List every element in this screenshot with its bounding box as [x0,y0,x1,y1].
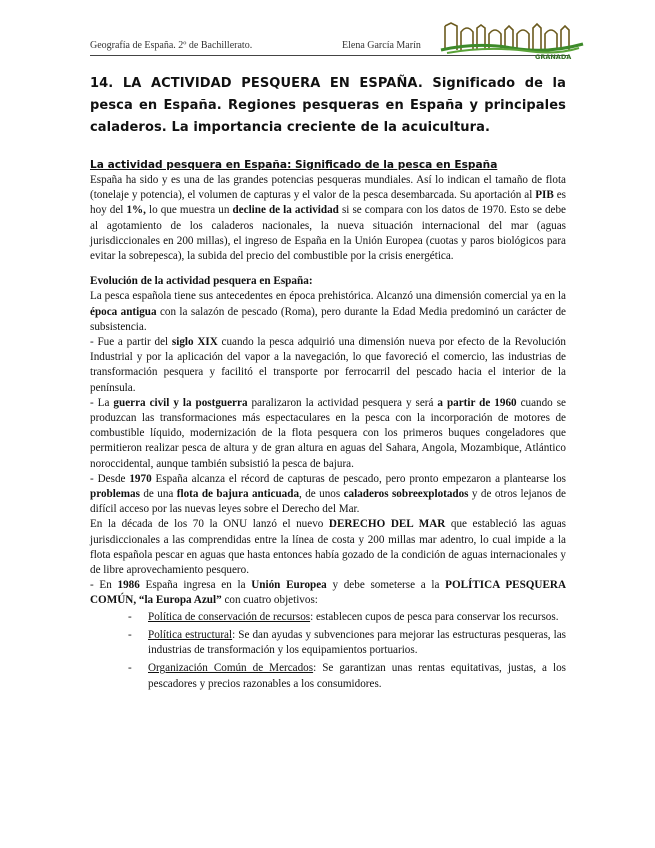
list-item: - Política de conservación de recursos: establecen cupos de pesca para conservar los recursos. [128,610,559,623]
paragraph-1986: - En 1986 España ingresa en la Unión Europea y debe someterse a la POLÍTICA PESQUERA COMÚN, “la Europa Azul” con cuatro objetivos: [90,579,566,607]
header-course: Geografía de España. 2º de Bachillerato. [90,40,253,51]
paragraph-antecedentes: La pesca española tiene sus antecedentes en época prehistórica. Alcanzó una dimensión comercial ya en la época antigua con la salazón de pescado (Roma), pero durante la Edad Media predominó un carácter de subsistencia. [90,290,567,333]
paragraph-postguerra: - La guerra civil y la postguerra paralizaron la actividad pesquera y será a partir de 1960 cuando se produzcan las transformaciones más espectaculares en la pesca con la incorporación de motores de combustible líquido, modernización de la flota pesquera con los primeros buques congeladores que permitieron realizar pesca de altura y de gran altura en aguas del Sahara, Angola, Mozambique, Atlántico noroccidental, aunque también subsistió la pesca de bajura. [90,396,566,470]
paragraph-siglo-xix: - Fue a partir del siglo XIX cuando la pesca adquirió una dimensión nueva por efecto de la Revolución Industrial y por la aplicación del vapor a la navegación, lo que favoreció el comercio, las industrias de transformación pesquera y facilitó el transporte por ferrocarril del pescado hacia el interior de la península. [90,336,566,394]
objectives-list [90,610,566,692]
list-item: - Política estructural: Se dan ayudas y subvenciones para mejorar las estructuras pesqueras, las industrias de transformación y los equipamientos portuarios. [128,628,567,657]
section-heading-evolucion: Evolución de la actividad pesquera en España: [90,275,313,288]
page-title: 14. LA ACTIVIDAD PESQUERA EN ESPAÑA. Significado de la pesca en España. Regiones pesqueras en España y principales caladeros. La importancia creciente de la acuicultura. [90,76,566,135]
section-heading-significado: La actividad pesquera en España: Significado de la pesca en España [90,159,498,171]
paragraph-1970: - Desde 1970 España alcanza el récord de capturas de pescado, pero pronto empezaron a plantearse los problemas de una flota de bajura anticuada, de unos caladeros sobreexplotados y de otros lejanos de difícil acceso por las nuevas leyes sobre el Derecho del Mar. [90,472,566,516]
logo-text: GRANADA [535,53,572,60]
document-body [90,157,566,695]
paragraph-significado: España ha sido y es una de las grandes potencias pesqueras mundiales. Así lo indican el tamaño de flota (tonelaje y potencia), el volumen de capturas y el valor de la pesca desembarcada. Su aportación al PIB es hoy del 1%, lo que muestra un decline de la actividad si se compara con los datos de 1970. Esto se debe al agotamiento de los caladeros nacionales, la nueva situación internacional del mar (aguas jurisdiccionales en 200 millas), el ingreso de España en la Unión Europea (cuotas y paros biológicos para evitar la sobrepesca), la subida del precio del combustible por la crisis energética. [90,174,567,263]
list-item: - Organización Común de Mercados: Se garantizan unas rentas equitativas, justas, a los pescadores y precios razonables a los consumidores. [128,662,566,690]
alhambra-granada-logo [437,20,587,60]
paragraph-derecho-del-mar: En la década de los 70 la ONU lanzó el nuevo DERECHO DEL MAR que estableció las aguas jurisdiccionales a las comprendidas entre la línea de costa y 200 millas mar adentro, lo cual impide a la flota española pescar en aguas que hasta entonces había gozado de la condición de aguas internacionales y de libre aprovechamiento pesquero. [90,518,566,577]
header-author: Elena García Marín [342,40,421,51]
